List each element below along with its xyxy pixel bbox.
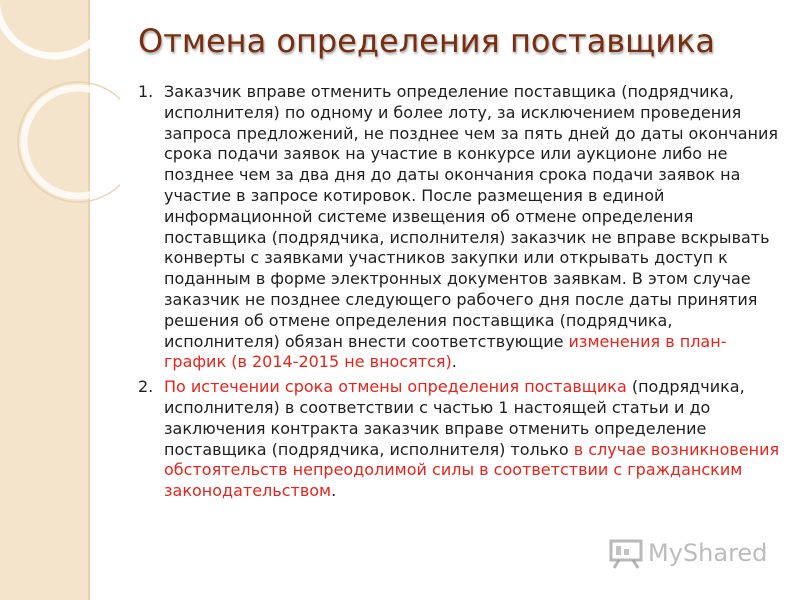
list-item <box>134 377 784 502</box>
slide-body <box>134 82 784 506</box>
watermark <box>606 536 766 572</box>
list-item-highlight: изменения в план-график (в 2014-2015 не вносятся) <box>164 331 727 372</box>
list-item-text: (подрядчика, исполнителя) в соответствии с частью 1 настоящей статьи и до заключения контракта заказчик вправе отменить определение поставщика (подрядчика, исполнителя) только <box>164 377 745 459</box>
decorative-ring-small <box>24 88 120 196</box>
decorative-ring-small-outline <box>18 82 120 202</box>
list-item-end: . <box>331 481 337 501</box>
decorative-rings <box>0 0 120 220</box>
decorative-ring-large <box>0 0 112 56</box>
slide-title: Отмена определения поставщика <box>138 22 716 60</box>
list-item-text: Заказчик вправе отменить определение поставщика (подрядчика, исполнителя) по одному и более лоту, за исключением проведения запроса предложений, не позднее чем за пять дней до даты окончания срока подачи заявок на участие в конкурсе или аукционе либо не позднее чем за два дня до даты окончания срока подачи заявок на участие в запросе котировок. После размещения в единой информационной системе извещения об отмене определения поставщика (подрядчика, исполнителя) заказчик не вправе вскрывать конверты с заявками участников закупки или открывать доступ к поданным в форме электронных документов заявкам. В этом случае заказчик не позднее следующего рабочего дня после даты принятия решения об отмене определения поставщика (подрядчика, исполнителя) обязан внести соответствующие <box>164 82 778 351</box>
list-item-end: . <box>451 352 457 372</box>
list-item-highlight-start: По истечении срока отмены определения поставщика <box>164 377 627 397</box>
list-item-number: 2. <box>138 377 154 397</box>
list-item <box>134 82 784 373</box>
list-item-number: 1. <box>138 82 154 101</box>
list-item-highlight-end: в случае возникновения обстоятельств непреодолимой силы в соответствии с гражданским законодательством <box>164 439 780 501</box>
watermark-text: MyShared <box>648 539 768 567</box>
presentation-board-icon <box>608 539 644 569</box>
